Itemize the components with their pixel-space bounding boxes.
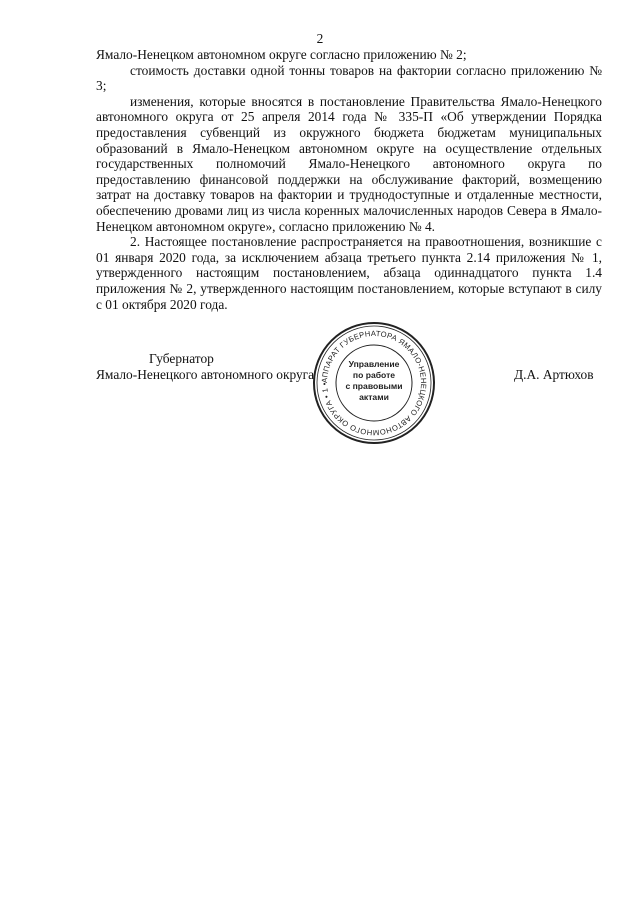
stamp-center-line: актами bbox=[359, 392, 389, 402]
signature-title: Губернатор bbox=[149, 351, 214, 366]
stamp-center-line: с правовыми bbox=[345, 381, 403, 391]
official-stamp bbox=[310, 319, 438, 447]
stamp-center-line: по работе bbox=[352, 370, 396, 380]
paragraph: 2. Настоящее постановление распространяется на правоотношения, возникшие с 01 января 2020 года, за исключением абзаца третьего пункта 2.14 приложения № 1, утвержденного настоящим постановлением, абзаца одиннадцатого пункта 1.4 приложения № 2, утвержденного настоящим постановлением, которые вступают в силу с 01 октября 2020 года. bbox=[96, 234, 602, 312]
page-number: 2 bbox=[316, 31, 324, 46]
paragraph: Ямало-Ненецком автономном округе согласно приложению № 2; bbox=[96, 47, 467, 62]
signature-name: Д.А. Артюхов bbox=[514, 367, 594, 382]
paragraph: изменения, которые вносятся в постановление Правительства Ямало-Ненецкого автономного округа от 25 апреля 2014 года № 335-П «Об утверждении Порядка предоставления субвенций из окружного бюджета бюджетам муниципальных образований в Ямало-Ненецком автономном округе на осуществление отдельных государственных полномочий Ямало-Ненецкого автономного округа по предоставлению финансовой поддержки на обслуживание факторий, возмещению затрат на доставку товаров на фактории и труднодоступные и отдаленные местности, обеспечению дровами лиц из числа коренных малочисленных народов Севера в Ямало-Ненецком автономном округе», согласно приложению № 4. bbox=[96, 93, 602, 234]
body-text bbox=[96, 47, 602, 312]
stamp-ring-text: АППАРАТ ГУБЕРНАТОРА ЯМАЛО-НЕНЕЦКОГО АВТОНОМНОГО ОКРУГА • 1 • bbox=[319, 328, 429, 438]
stamp-center-line: Управление bbox=[348, 359, 400, 369]
paragraph: стоимость доставки одной тонны товаров на фактории согласно приложению № 3; bbox=[96, 62, 602, 94]
signature-organization: Ямало-Ненецкого автономного округа bbox=[96, 367, 315, 382]
